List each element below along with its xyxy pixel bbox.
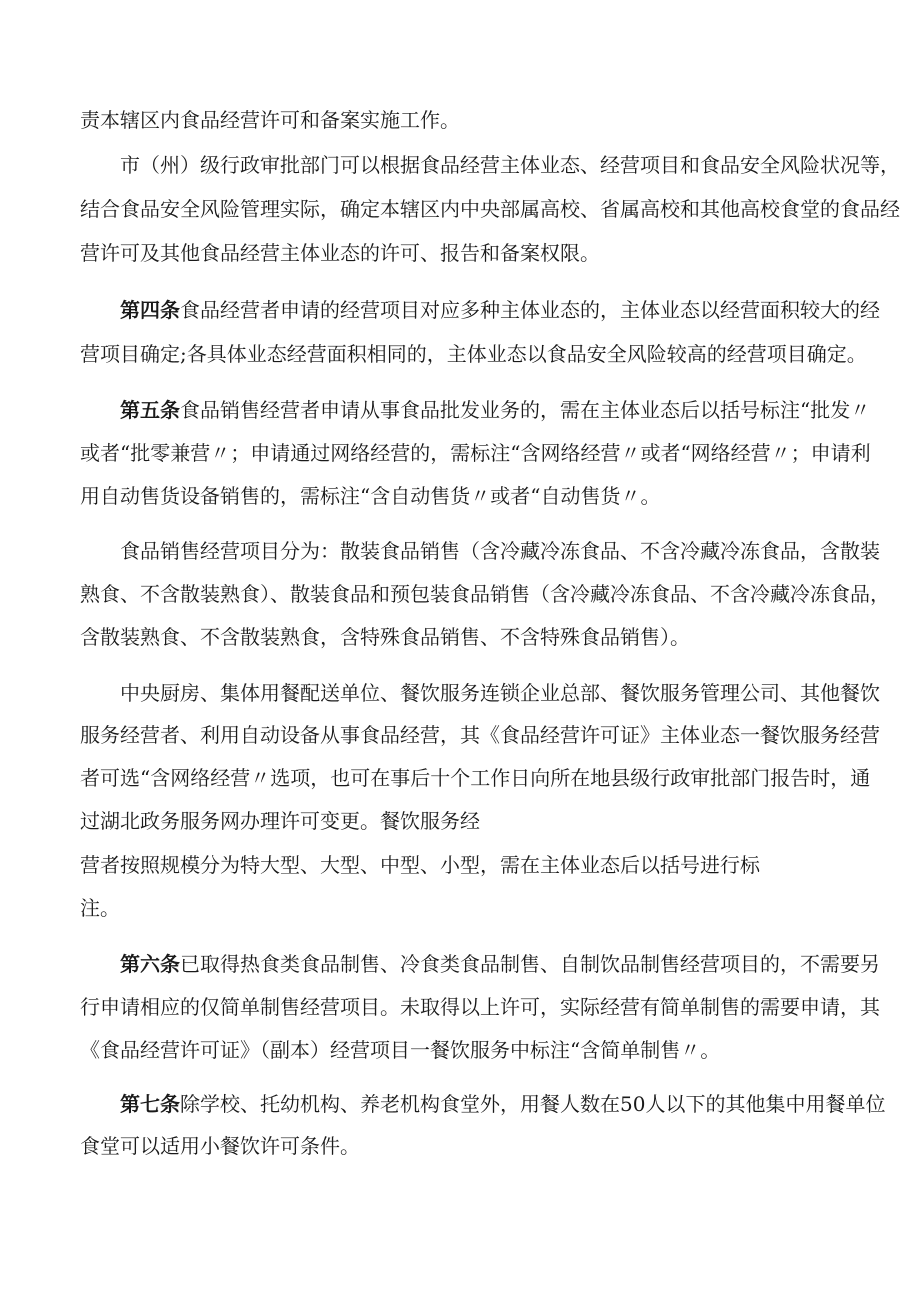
text-line: 含散装熟食、不含散装熟食，含特殊食品销售、不含特殊食品销售）。 (80, 625, 690, 649)
text-line: 营者按照规模分为特大型、大型、中型、小型，需在主体业态后以括号进行标 (80, 853, 760, 877)
article-7-line: 第七条除学校、托幼机构、养老机构食堂外，用餐人数在50人以下的其他集中用餐单位 (120, 1092, 886, 1116)
article-6-line: 第六条已取得热食类食品制售、冷食类食品制售、自制饮品制售经营项目的，不需要另 (120, 952, 880, 976)
text-line: 结合食品安全风险管理实际，确定本辖区内中央部属高校、省属高校和其他高校食堂的食品经 (80, 197, 900, 221)
text-line: 食品销售经营项目分为：散装食品销售（含冷藏冷冻食品、不含冷藏冷冻食品，含散装 (120, 539, 880, 563)
text-line: 《食品经营许可证》（副本）经营项目一餐饮服务中标注“含简单制售〃。 (80, 1038, 721, 1062)
text-line: 责本辖区内食品经营许可和备案实施工作。 (80, 108, 460, 132)
text-line: 注。 (80, 896, 120, 920)
text-line: 营项目确定;各具体业态经营面积相同的，主体业态以食品安全风险较高的经营项目确定。 (80, 342, 867, 366)
text-line: 中央厨房、集体用餐配送单位、餐饮服务连锁企业总部、餐饮服务管理公司、其他餐饮 (120, 681, 880, 705)
article-heading: 第七条 (120, 1092, 180, 1116)
text-line: 市（州）级行政审批部门可以根据食品经营主体业态、经营项目和食品安全风险状况等， (120, 153, 900, 177)
text-line: 用自动售货设备销售的，需标注“含自动售货〃或者“自动售货〃。 (80, 484, 661, 508)
article-heading: 第六条 (120, 952, 180, 976)
text-line: 者可选“含网络经营〃选项，也可在事后十个工作日向所在地县级行政审批部门报告时，通 (80, 766, 871, 790)
article-5-line: 第五条食品销售经营者申请从事食品批发业务的，需在主体业态后以括号标注“批发〃 (120, 398, 871, 422)
text-line: 行申请相应的仅简单制售经营项目。未取得以上许可，实际经营有简单制售的需要申请，其 (80, 995, 880, 1019)
text-line: 熟食、不含散装熟食）、散装食品和预包装食品销售（含冷藏冷冻食品、不含冷藏冷冻食品， (80, 582, 890, 606)
article-heading: 第四条 (120, 298, 180, 322)
text-line: 服务经营者、利用自动设备从事食品经营，其《食品经营许可证》主体业态一餐饮服务经营 (80, 723, 880, 747)
text-line: 营许可及其他食品经营主体业态的许可、报告和备案权限。 (80, 241, 600, 265)
article-4-line: 第四条食品经营者申请的经营项目对应多种主体业态的，主体业态以经营面积较大的经 (120, 298, 880, 322)
text-line: 食堂可以适用小餐饮许可条件。 (80, 1134, 360, 1158)
text-line: 或者“批零兼营〃；申请通过网络经营的，需标注“含网络经营〃或者“网络经营〃；申请利 (80, 441, 871, 465)
text-line: 过湖北政务服务网办理许可变更。餐饮服务经 (80, 809, 480, 833)
article-heading: 第五条 (120, 398, 180, 422)
